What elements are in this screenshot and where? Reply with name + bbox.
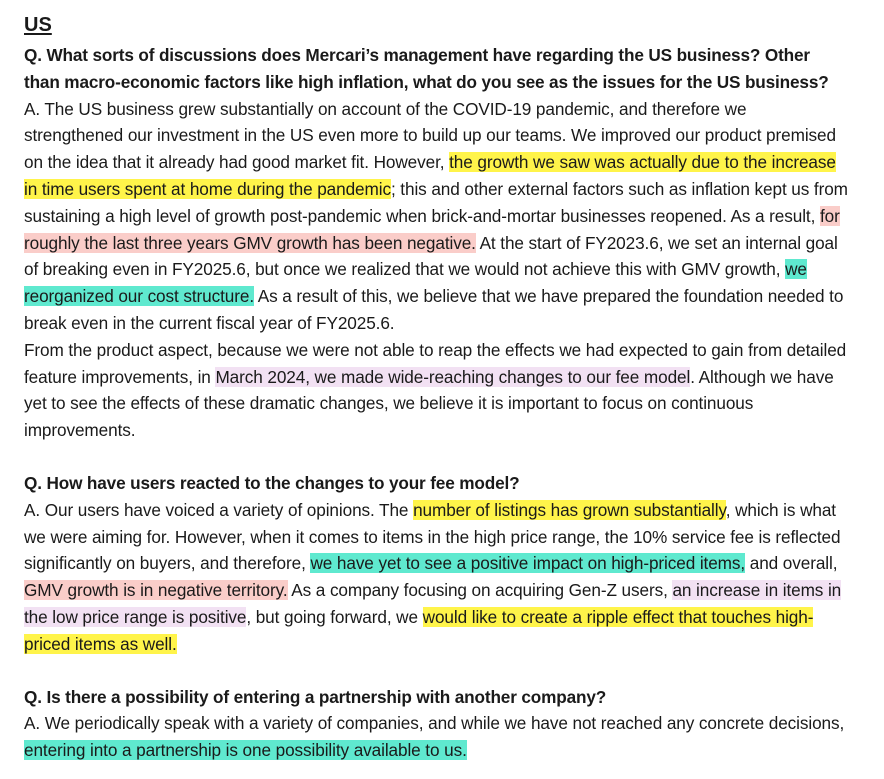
answer-paragraph xyxy=(24,337,848,444)
section-heading-us: US xyxy=(24,14,52,36)
question-text: Q. How have users reacted to the changes to your fee model? xyxy=(24,472,520,493)
highlight-lavender: March 2024, we made wide-reaching changes to our fee model xyxy=(215,366,691,387)
text-run: A. Our users have voiced a variety of opinions. The xyxy=(24,499,414,520)
text-run: At the start of FY2023.6, we set an internal goal of breaking even in FY2025.6, but once we realized that we would not achieve this with GMV growth, xyxy=(24,232,838,280)
qa-block xyxy=(24,42,848,444)
highlight-cyan: entering into a partnership is one possibility available to us. xyxy=(24,740,467,761)
text-run: A. We periodically speak with a variety of companies, and while we have not reached any concrete decisions, xyxy=(24,713,845,734)
text-run: From the product aspect, because we were not able to reap the effects we had expected to gain from detailed feature improvements, in xyxy=(24,339,847,387)
text-run: As a result of this, we believe that we have prepared the foundation needed to break even in the current fiscal year of FY2025.6. xyxy=(24,286,844,333)
qa-list xyxy=(24,42,848,764)
text-run: and overall, xyxy=(745,553,838,574)
text-run: A. The US business grew substantially on account of the COVID-19 pandemic, and therefore we strengthened our investment in the US even more to build up our teams. We improved our product premised on the idea that it already had good market fit. However, xyxy=(24,98,836,173)
answer-paragraph xyxy=(24,96,848,337)
highlight-yellow: number of listings has grown substantially xyxy=(413,499,726,520)
highlight-pink: for roughly the last three years GMV growth has been negative. xyxy=(24,205,840,253)
paragraph-spacer xyxy=(24,444,848,470)
qa-block xyxy=(24,684,848,764)
highlight-cyan: we have yet to see a positive impact on high-priced items, xyxy=(310,553,746,574)
question-text: Q. What sorts of discussions does Mercari’s management have regarding the US business? Other than macro-economic factors like high inflation, what do you see as the issues for the US business? xyxy=(24,45,829,92)
text-run: ; this and other external factors such as inflation kept us from sustaining a high level of growth post-pandemic when brick-and-mortar businesses reopened. As a result, xyxy=(24,178,848,226)
text-run: As a company focusing on acquiring Gen-Z users, xyxy=(287,580,673,601)
text-run: , but going forward, we xyxy=(246,606,423,627)
paragraph-spacer xyxy=(24,658,848,684)
question-text: Q. Is there a possibility of entering a partnership with another company? xyxy=(24,686,607,707)
text-run: , which is what we were aiming for. However, when it comes to items in the high price range, the 10% service fee is reflected significantly on buyers, and therefore, xyxy=(24,499,841,574)
text-run: . Although we have yet to see the effects of these dramatic changes, we believe it is important to focus on continuous improvements. xyxy=(24,366,834,441)
answer-paragraph xyxy=(24,710,848,764)
highlight-pink: GMV growth is in negative territory. xyxy=(24,580,288,601)
qa-block xyxy=(24,470,848,658)
highlight-cyan: we reorganized our cost structure. xyxy=(24,259,807,307)
highlight-lavender: an increase in items in the low price range is positive xyxy=(24,580,842,627)
answer-paragraph xyxy=(24,497,848,658)
highlight-yellow: the growth we saw was actually due to the increase in time users spent at home during the pandemic xyxy=(24,152,836,199)
highlight-yellow: would like to create a ripple effect that touches high-priced items as well. xyxy=(24,606,814,654)
